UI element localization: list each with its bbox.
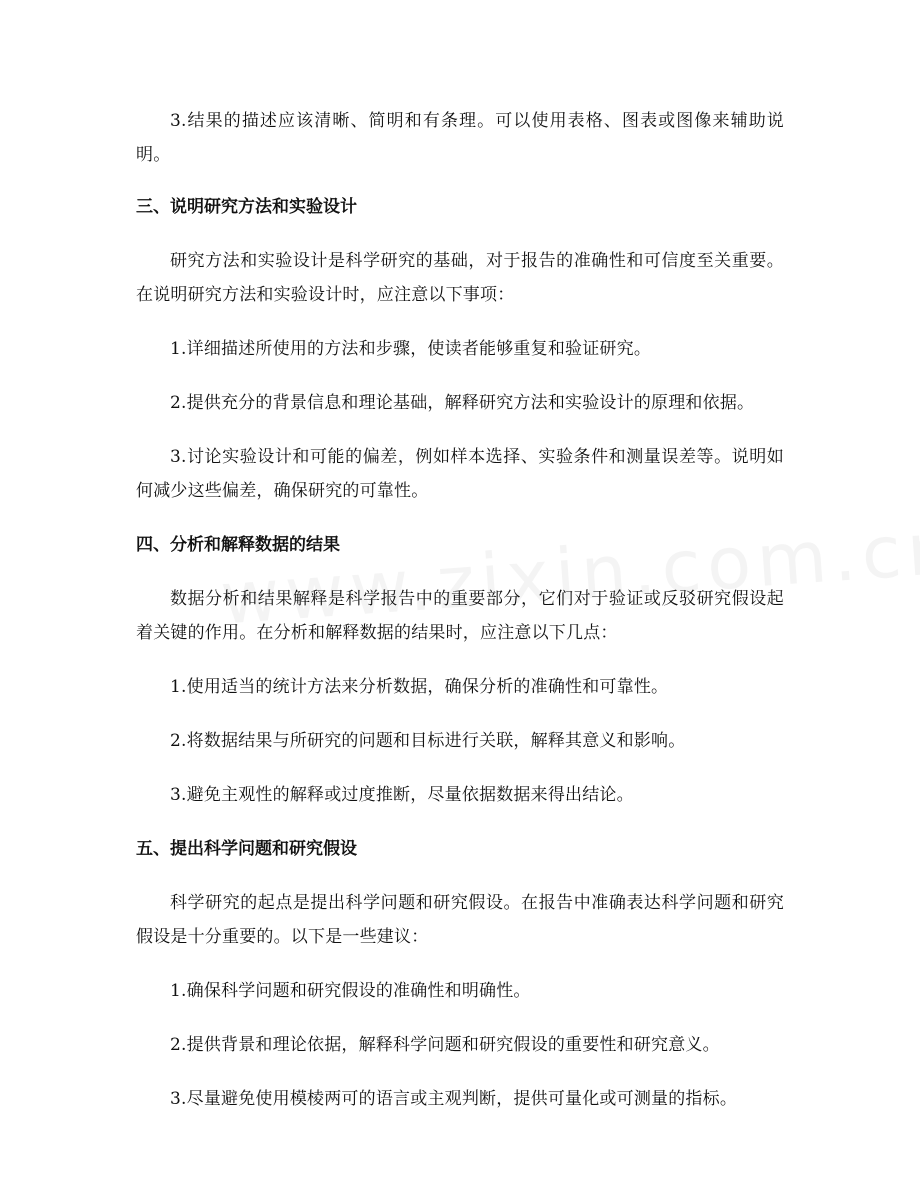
paragraph-question-intro: 科学研究的起点是提出科学问题和研究假设。在报告中准确表达科学问题和研究假设是十分重要的。以下是一些建议： xyxy=(136,893,784,947)
paragraph-methods-3: 3.讨论实验设计和可能的偏差，例如样本选择、实验条件和测量误差等。说明如何减少这些偏差，确保研究的可靠性。 xyxy=(136,447,784,501)
section-heading-4: 四、分析和解释数据的结果 xyxy=(136,535,340,555)
paragraph-question-2: 2.提供背景和理论依据，解释科学问题和研究假设的重要性和研究意义。 xyxy=(170,1035,720,1055)
paragraph-analysis-2: 2.将数据结果与所研究的问题和目标进行关联，解释其意义和影响。 xyxy=(170,731,686,751)
paragraph-question-3: 3.尽量避免使用模棱两可的语言或主观判断，提供可量化或可测量的指标。 xyxy=(170,1089,738,1109)
section-heading-3: 三、说明研究方法和实验设计 xyxy=(136,197,357,217)
paragraph-analysis-3: 3.避免主观性的解释或过度推断，尽量依据数据来得出结论。 xyxy=(170,785,634,805)
paragraph-methods-intro: 研究方法和实验设计是科学研究的基础，对于报告的准确性和可信度至关重要。在说明研究方法和实验设计时，应注意以下事项： xyxy=(136,251,784,305)
paragraph-question-1: 1.确保科学问题和研究假设的准确性和明确性。 xyxy=(170,981,531,1001)
paragraph-result-3: 3.结果的描述应该清晰、简明和有条理。可以使用表格、图表或图像来辅助说明。 xyxy=(136,111,784,165)
paragraph-methods-2: 2.提供充分的背景信息和理论基础，解释研究方法和实验设计的原理和依据。 xyxy=(170,393,755,413)
document-body xyxy=(136,104,784,1136)
section-heading-5: 五、提出科学问题和研究假设 xyxy=(136,839,357,859)
paragraph-methods-1: 1.详细描述所使用的方法和步骤，使读者能够重复和验证研究。 xyxy=(170,339,652,359)
paragraph-analysis-1: 1.使用适当的统计方法来分析数据，确保分析的准确性和可靠性。 xyxy=(170,677,669,697)
paragraph-analysis-intro: 数据分析和结果解释是科学报告中的重要部分，它们对于验证或反驳研究假设起着关键的作用。在分析和解释数据的结果时，应注意以下几点： xyxy=(136,589,784,643)
